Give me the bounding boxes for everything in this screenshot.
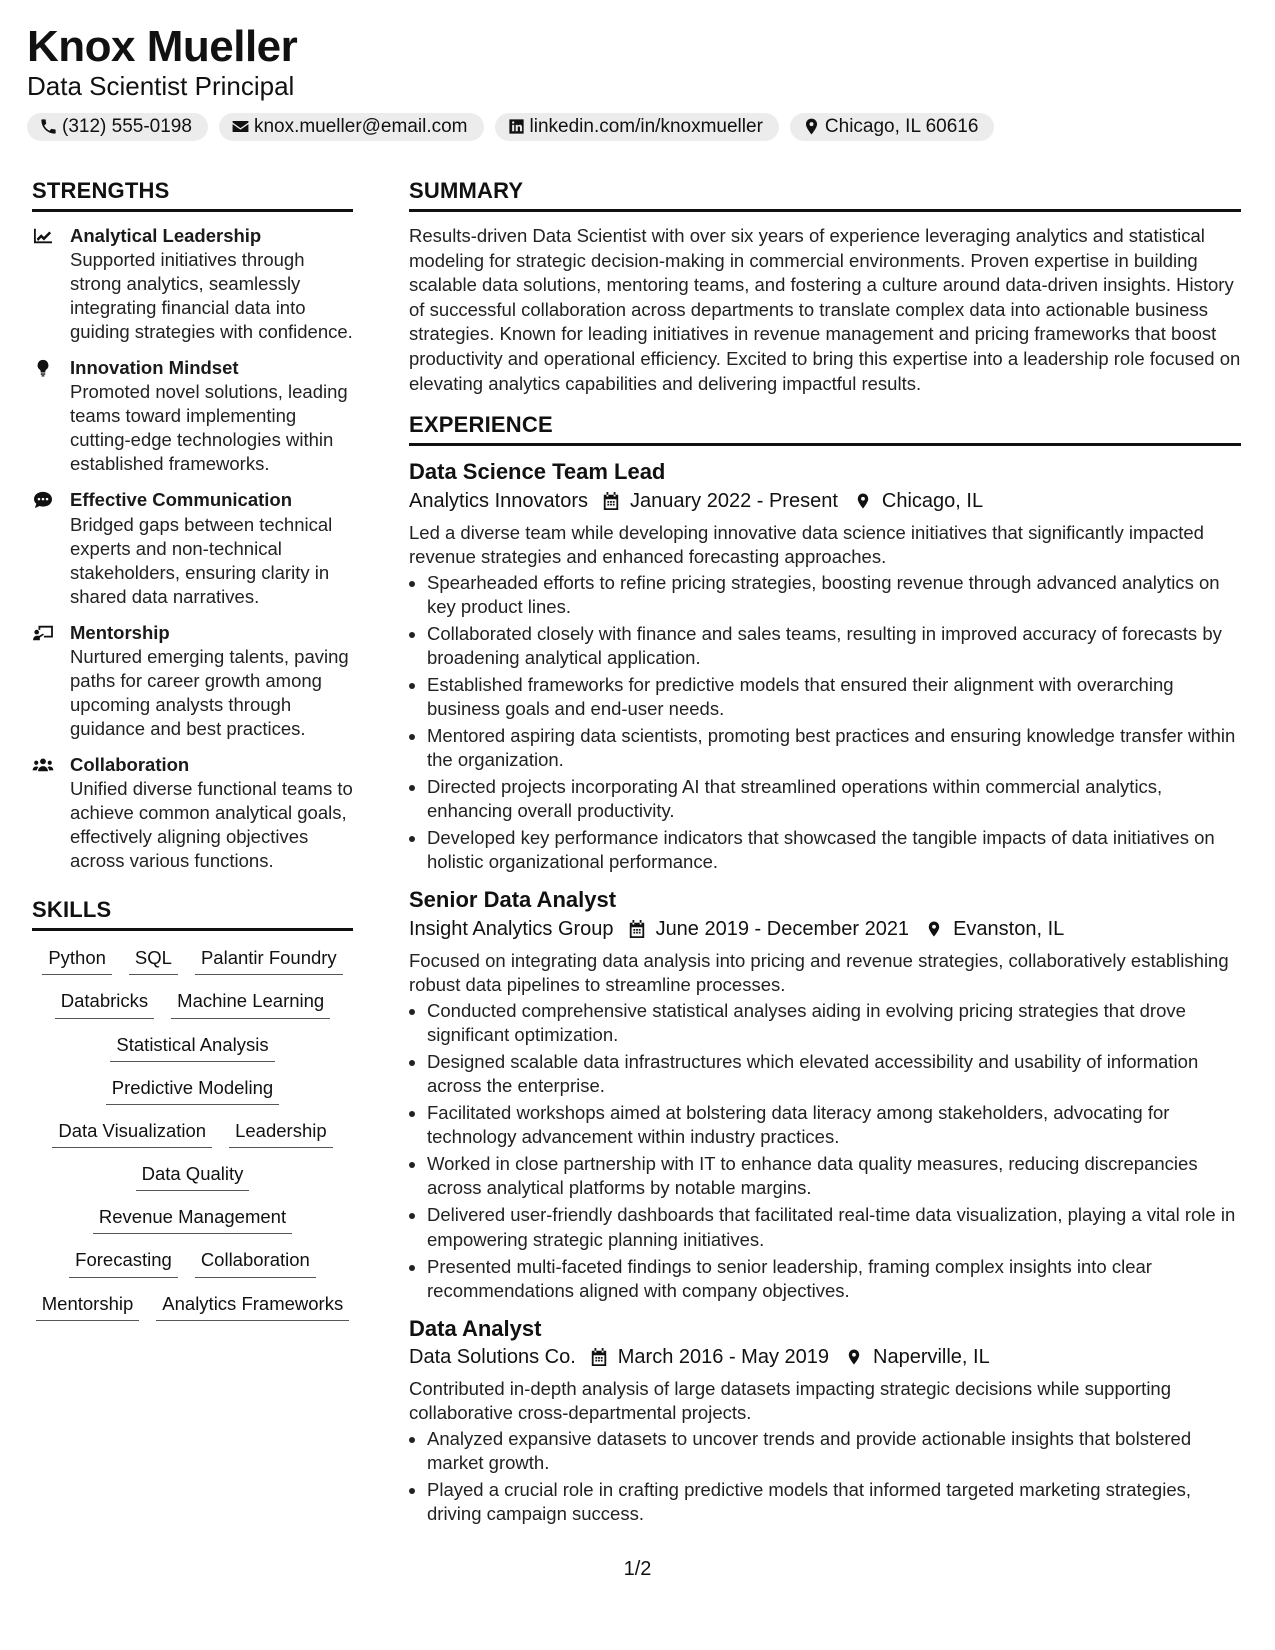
experience-heading: EXPERIENCE: [409, 412, 1241, 446]
contact-location: [790, 113, 995, 141]
skill-tag: Revenue Management: [93, 1206, 292, 1234]
contact-bar: [27, 113, 1248, 141]
strength-item: [32, 488, 353, 608]
job-bullet: • Delivered user-friendly dashboards that facilitated real-time data visualization, playing a vital role in empowering strategic planning initiatives.: [427, 1203, 1241, 1251]
strength-item: [32, 753, 353, 873]
skill-tag: Python: [42, 947, 112, 975]
job-bullet: • Spearheaded efforts to refine pricing strategies, boosting revenue through advanced analytics on key product lines.: [427, 571, 1241, 619]
strength-text: Supported initiatives through strong analytics, seamlessly integrating financial data into guiding strategies with confidence.: [70, 249, 353, 343]
skill-tag: Machine Learning: [171, 990, 330, 1018]
job-title: Data Analyst: [409, 1315, 542, 1341]
skill-tag: Databricks: [55, 990, 154, 1018]
strengths-heading: STRENGTHS: [32, 178, 353, 212]
strength-title: Innovation Mindset: [70, 357, 239, 379]
calendar-icon: [602, 491, 620, 511]
job-dates: June 2019 - December 2021: [655, 918, 910, 940]
strength-item: [32, 224, 353, 344]
skill-tag: Leadership: [229, 1120, 333, 1148]
skill-tag: Collaboration: [195, 1249, 316, 1277]
job-bullet: • Established frameworks for predictive models that ensured their alignment with overarching business goals and end-user needs.: [427, 673, 1241, 721]
location-icon: [802, 117, 821, 136]
candidate-name: Knox Mueller: [27, 22, 298, 71]
location-icon: [854, 491, 872, 511]
job-entry: [409, 458, 1241, 874]
strength-text: Nurtured emerging talents, paving paths for career growth among upcoming analysts through guidance and best practices.: [70, 645, 349, 739]
calendar-icon: [590, 1347, 608, 1367]
skill-tag: Palantir Foundry: [195, 947, 343, 975]
resume-header: [27, 22, 1248, 141]
job-company: Insight Analytics Group: [409, 918, 614, 940]
job-meta: [409, 1343, 1241, 1371]
strength-text: Promoted novel solutions, leading teams toward implementing cutting-edge technologies within established frameworks.: [70, 381, 348, 475]
location-icon: [845, 1347, 863, 1367]
strength-text: Unified diverse functional teams to achieve common analytical goals, effectively aligning objectives across various functions.: [70, 777, 353, 872]
candidate-title: Data Scientist Principal: [27, 70, 295, 101]
contact-email-text: knox.mueller@email.com: [253, 115, 468, 137]
skill-tag: Analytics Frameworks: [156, 1293, 349, 1321]
job-bullets: [409, 571, 1241, 875]
phone-icon: [39, 117, 58, 136]
summary-heading: SUMMARY: [409, 178, 1241, 212]
job-meta: [409, 487, 1241, 515]
page-number: 1/2: [623, 1558, 652, 1580]
strength-title: Analytical Leadership: [70, 225, 262, 246]
job-location: Chicago, IL: [881, 489, 984, 512]
job-bullet: • Analyzed expansive datasets to uncover trends and provide actionable insights that bolstered market growth.: [427, 1427, 1241, 1475]
location-icon: [925, 919, 943, 939]
skill-tag: Data Visualization: [52, 1120, 212, 1148]
strength-title: Effective Communication: [70, 489, 293, 511]
right-column: [409, 178, 1241, 1539]
skills-heading: SKILLS: [32, 897, 353, 931]
job-title: Senior Data Analyst: [409, 887, 617, 913]
job-bullets: [409, 1427, 1241, 1526]
lightbulb-icon: [32, 359, 54, 377]
job-entry: [409, 1315, 1241, 1527]
calendar-icon: [628, 919, 646, 939]
contact-phone[interactable]: [27, 113, 208, 141]
strength-item: [32, 356, 353, 476]
strength-item: [32, 621, 353, 741]
job-dates: January 2022 - Present: [629, 489, 838, 512]
job-bullet: • Collaborated closely with finance and sales teams, resulting in improved accuracy of forecasts by broadening analytical application.: [427, 622, 1241, 670]
strength-text: Bridged gaps between technical experts and non-technical stakeholders, ensuring clarity in shared data narratives.: [70, 513, 333, 607]
skills-list: [32, 947, 353, 1321]
job-location: Naperville, IL: [873, 1346, 990, 1369]
job-location: Evanston, IL: [953, 918, 1065, 940]
job-meta: [409, 915, 1241, 943]
contact-linkedin-text: linkedin.com/in/knoxmueller: [529, 115, 763, 137]
strength-title: Mentorship: [70, 621, 170, 643]
job-bullets: [409, 999, 1241, 1303]
summary-text: Results-driven Data Scientist with over six years of experience leveraging analytics and statistical modeling for strategic decision-making in commercial environments. Proven expertise in building scalable data solutions, mentoring teams, and fostering a culture around data-driven insights. History of successful collaboration across departments to translate complex data into actionable business strategies. Known for leading initiatives in revenue management and pricing frameworks that boost productivity and operational efficiency. Excited to bring this expertise into a leadership role focused on elevating analytics capabilities and delivering impactful results.: [409, 225, 1241, 394]
job-description: Contributed in-depth analysis of large datasets impacting strategic decisions while supporting collaborative cross-departmental projects.: [409, 1378, 1172, 1424]
skill-tag: Forecasting: [69, 1249, 178, 1277]
job-bullet: • Conducted comprehensive statistical analyses aiding in evolving pricing strategies that drove significant optimization.: [427, 999, 1241, 1047]
job-bullet: • Worked in close partnership with IT to enhance data quality measures, reducing discrepancies across analytical platforms by notable margins.: [427, 1152, 1241, 1200]
skill-tag: SQL: [129, 947, 178, 975]
job-description: Led a diverse team while developing innovative data science initiatives that significantly impacted revenue strategies and enhanced forecasting approaches.: [409, 521, 1204, 567]
contact-email[interactable]: [219, 113, 484, 141]
job-title: Data Science Team Lead: [409, 459, 666, 485]
job-bullet: • Directed projects incorporating AI that streamlined operations within commercial analytics, enhancing overall productivity.: [427, 775, 1241, 823]
job-bullet: • Played a crucial role in crafting predictive models that informed targeted marketing strategies, driving campaign success.: [427, 1478, 1241, 1526]
contact-phone-text: (312) 555-0198: [62, 115, 192, 137]
chart-line-icon: [32, 227, 54, 245]
skill-tag: Data Quality: [136, 1163, 250, 1191]
job-bullet: • Facilitated workshops aimed at bolstering data literacy among stakeholders, advocating for technology advancement within industry practices.: [427, 1101, 1241, 1149]
job-dates: March 2016 - May 2019: [617, 1346, 829, 1369]
job-entry: [409, 886, 1241, 1302]
skill-tag: Mentorship: [36, 1293, 140, 1321]
skill-tag: Predictive Modeling: [106, 1077, 279, 1105]
users-icon: [32, 756, 54, 774]
job-bullet: • Designed scalable data infrastructures which elevated accessibility and usability of information across the enterprise.: [427, 1050, 1241, 1098]
contact-linkedin[interactable]: [495, 113, 779, 141]
contact-location-text: Chicago, IL 60616: [824, 115, 979, 137]
comment-dots-icon: [32, 491, 54, 509]
envelope-icon: [231, 117, 250, 136]
job-bullet: • Developed key performance indicators that showcased the tangible impacts of data initiatives on holistic organizational performance.: [427, 826, 1241, 874]
job-description: Focused on integrating data analysis into pricing and revenue strategies, collaboratively establishing robust data pipelines to streamline processes.: [409, 950, 1229, 996]
linkedin-icon: [507, 117, 526, 136]
left-column: [32, 178, 353, 1321]
job-bullet: • Mentored aspiring data scientists, promoting best practices and ensuring knowledge transfer within the organization.: [427, 724, 1241, 772]
job-bullet: • Presented multi-faceted findings to senior leadership, framing complex insights into clear recommendations aligned with company objectives.: [427, 1255, 1241, 1303]
skill-tag: Statistical Analysis: [110, 1034, 274, 1062]
job-company: Analytics Innovators: [409, 489, 588, 512]
chalkboard-teacher-icon: [32, 624, 54, 642]
job-company: Data Solutions Co.: [409, 1346, 576, 1369]
strength-title: Collaboration: [70, 753, 190, 775]
